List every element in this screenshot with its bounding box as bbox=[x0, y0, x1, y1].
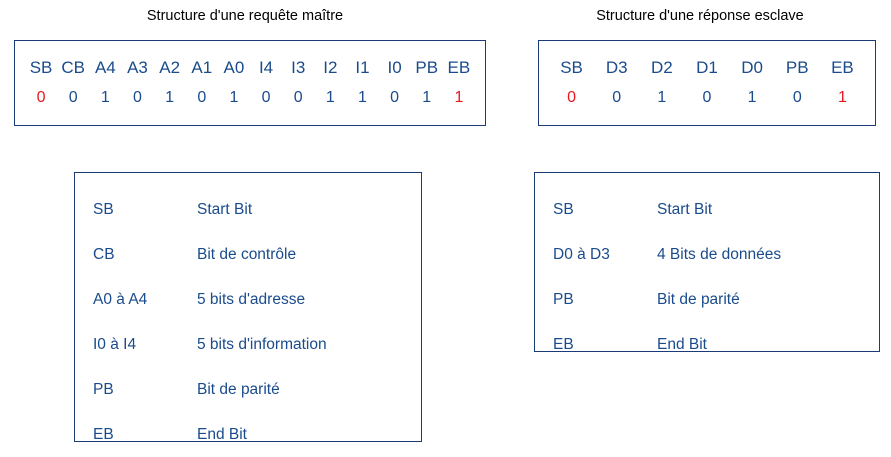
bit-value: 0 bbox=[792, 89, 802, 106]
legend-abbreviation: A0 à A4 bbox=[93, 290, 148, 308]
bit-label: EB bbox=[447, 58, 471, 77]
master-frame-title: Structure d'une requête maître bbox=[146, 8, 344, 24]
bit-label: D3 bbox=[605, 58, 628, 77]
legend-abbreviation: SB bbox=[93, 200, 114, 218]
legend-row bbox=[75, 412, 421, 457]
bit-label: A1 bbox=[191, 58, 213, 77]
legend-description: Bit de parité bbox=[657, 290, 740, 308]
bit-value: 1 bbox=[422, 89, 432, 106]
legend-row bbox=[75, 277, 421, 322]
bit-value: 0 bbox=[133, 89, 142, 106]
legend-row bbox=[75, 322, 421, 367]
legend-abbreviation: SB bbox=[553, 200, 574, 218]
bit-value: 1 bbox=[165, 89, 175, 106]
bit-value: 0 bbox=[702, 89, 712, 106]
legend-row bbox=[75, 232, 421, 277]
master-bit-label-row bbox=[15, 49, 485, 83]
legend-row bbox=[535, 187, 879, 232]
bit-label: I0 bbox=[387, 58, 402, 77]
legend-description: 5 bits d'adresse bbox=[197, 290, 306, 308]
legend-row bbox=[75, 187, 421, 232]
legend-row bbox=[75, 367, 421, 412]
bit-label: A3 bbox=[127, 58, 148, 77]
slave-bit-value-row bbox=[539, 83, 875, 117]
slave-bit-label-row bbox=[539, 49, 875, 83]
bit-label: I4 bbox=[258, 58, 274, 77]
bit-label: I3 bbox=[291, 58, 306, 77]
legend-abbreviation: PB bbox=[93, 380, 114, 398]
bit-value: 1 bbox=[100, 89, 110, 106]
bit-value: 0 bbox=[68, 89, 78, 106]
legend-abbreviation: PB bbox=[553, 290, 574, 308]
master-frame-diagram bbox=[14, 40, 486, 126]
legend-description: 4 Bits de données bbox=[657, 245, 782, 263]
master-legend-box bbox=[74, 172, 422, 442]
legend-row bbox=[535, 232, 879, 277]
bit-label: D2 bbox=[650, 58, 673, 77]
legend-description: Start Bit bbox=[197, 200, 253, 218]
bit-label: PB bbox=[785, 58, 809, 77]
legend-row bbox=[535, 277, 879, 322]
bit-value: 1 bbox=[325, 89, 335, 106]
legend-description: End Bit bbox=[657, 335, 707, 353]
bit-value: 1 bbox=[358, 89, 367, 106]
bit-label: CB bbox=[61, 58, 86, 77]
legend-row bbox=[535, 322, 879, 367]
legend-abbreviation: CB bbox=[93, 245, 115, 263]
bit-label: PB bbox=[415, 58, 439, 77]
bit-label: I1 bbox=[355, 58, 370, 77]
bit-value: 1 bbox=[229, 89, 239, 106]
bit-label: A0 bbox=[223, 58, 245, 77]
master-bit-value-row bbox=[15, 83, 485, 117]
bit-value: 0 bbox=[390, 89, 400, 106]
bit-value: 0 bbox=[36, 89, 46, 106]
bit-value: 1 bbox=[837, 89, 847, 106]
bit-value: 0 bbox=[197, 89, 207, 106]
legend-abbreviation: EB bbox=[93, 425, 114, 443]
bit-label: SB bbox=[29, 58, 53, 77]
slave-legend-box bbox=[534, 172, 880, 352]
bit-value: 0 bbox=[293, 89, 303, 106]
bit-label: EB bbox=[831, 58, 854, 77]
legend-description: End Bit bbox=[197, 425, 247, 443]
bit-label: A4 bbox=[94, 58, 116, 77]
legend-abbreviation: D0 à D3 bbox=[553, 245, 610, 263]
bit-value: 1 bbox=[747, 89, 757, 106]
bit-label: SB bbox=[560, 58, 583, 77]
bit-value: 0 bbox=[612, 89, 622, 106]
bit-label: A2 bbox=[159, 58, 181, 77]
bit-label: D0 bbox=[741, 58, 763, 77]
legend-description: Bit de contrôle bbox=[197, 245, 297, 263]
legend-description: Bit de parité bbox=[197, 380, 280, 398]
slave-frame-diagram bbox=[538, 40, 876, 126]
legend-description: 5 bits d'information bbox=[197, 335, 327, 353]
bit-value: 0 bbox=[567, 89, 577, 106]
bit-value: 0 bbox=[261, 89, 271, 106]
legend-description: Start Bit bbox=[657, 200, 713, 218]
legend-abbreviation: EB bbox=[553, 335, 574, 353]
bit-label: D1 bbox=[696, 58, 718, 77]
bit-label: I2 bbox=[323, 58, 338, 77]
slave-frame-title: Structure d'une réponse esclave bbox=[596, 8, 804, 24]
legend-abbreviation: I0 à I4 bbox=[93, 335, 137, 353]
bit-value: 1 bbox=[657, 89, 667, 106]
bit-value: 1 bbox=[454, 89, 464, 106]
